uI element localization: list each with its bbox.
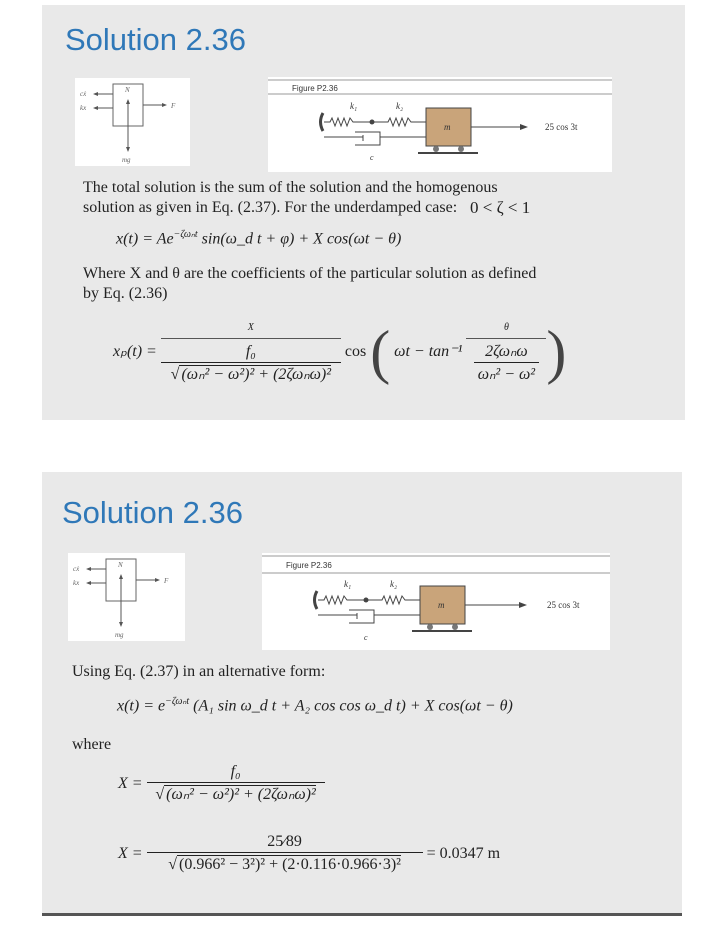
paragraph-1-line-2: solution as given in Eq. (2.37). For the underdamped case: xyxy=(83,199,458,216)
svg-text:Figure P2.36: Figure P2.36 xyxy=(292,84,338,93)
numerator: f₀ xyxy=(230,763,241,780)
label-k1: k₁ xyxy=(350,101,358,111)
eq-part: sin(ω_d t + φ) + X cos(ωt − θ) xyxy=(197,230,402,248)
slide-1-title: Solution 2.36 xyxy=(65,22,246,57)
bottom-divider xyxy=(42,913,682,916)
svg-text:Figure P2.36: Figure P2.36 xyxy=(286,561,332,570)
label-k2: k₂ xyxy=(390,579,398,589)
svg-text:kx: kx xyxy=(73,579,80,587)
xp-lhs: xₚ(t) = xyxy=(113,342,157,360)
brace-label-x: X xyxy=(247,322,254,333)
denominator: (0.966² − 3²)² + (2·0.116·0.966·3)² xyxy=(179,856,401,873)
denominator: (ωₙ² − ω²)² + (2ζωₙω)² xyxy=(181,366,332,383)
paragraph-1-line-1: The total solution is the sum of the solution and the homogenous xyxy=(83,179,498,196)
where-text: where xyxy=(72,736,112,753)
x-lhs: X = xyxy=(118,774,143,792)
amplitude-fraction: $\frac{\text{f₀}}{\text{√ (ωₙ² − ω²)² + (2ζωₙω)²}}$ xyxy=(147,762,325,805)
x-lhs: X = xyxy=(118,844,143,862)
free-body-diagram xyxy=(75,78,190,166)
underdamped-condition: 0 < ζ < 1 xyxy=(470,198,531,217)
svg-text:F: F xyxy=(171,102,176,110)
slide-2-title: Solution 2.36 xyxy=(62,495,243,530)
amplitude-value-formula xyxy=(118,832,500,875)
paragraph-2-line-2: by Eq. (2.36) xyxy=(83,285,168,302)
svg-text:kx: kx xyxy=(80,104,87,112)
denominator: ωₙ² − ω² xyxy=(474,362,539,385)
label-k1: k₁ xyxy=(344,579,352,589)
label-c: c xyxy=(364,633,368,642)
free-body-diagram xyxy=(68,553,185,641)
eq-part: (A₁ sin ω_d t + A₂ cos cos ω_d t) + X cos(ωt − θ) xyxy=(189,697,513,715)
brace-label-theta: θ xyxy=(503,322,509,333)
eq-part: x(t) = e xyxy=(117,697,166,715)
label-force: 25 cos 3t xyxy=(545,122,578,132)
label-m: m xyxy=(438,600,445,610)
right-paren: ) xyxy=(546,318,567,385)
wt-tan: ωt − tan⁻¹ xyxy=(394,342,463,360)
alternative-form-equation xyxy=(117,692,513,716)
eq-exponent: −ζωₙt xyxy=(173,229,198,240)
amplitude-formula xyxy=(118,762,325,805)
figure-p2-36 xyxy=(262,553,610,650)
using-text: Using Eq. (2.37) in an alternative form: xyxy=(72,663,326,680)
svg-text:F: F xyxy=(164,577,169,585)
cos-label: cos xyxy=(344,342,367,360)
svg-text:cẋ: cẋ xyxy=(73,565,80,573)
label-m: m xyxy=(444,122,451,132)
spring-mass-damper-drawing xyxy=(268,77,612,172)
result-value: = 0.0347 m xyxy=(426,844,501,862)
amplitude-fraction: X f₀ √ (ωₙ² − ω²)² + (2ζωₙω)² xyxy=(161,318,341,385)
left-paren: ( xyxy=(370,318,391,385)
free-body-diagram-drawing xyxy=(75,78,190,166)
numerator: f₀ xyxy=(245,343,256,360)
denominator: (ωₙ² − ω²)² + (2ζωₙω)² xyxy=(166,786,316,803)
eq-exponent: −ζωₙt xyxy=(165,696,190,707)
spring-mass-damper-drawing xyxy=(262,553,610,650)
phase-fraction xyxy=(466,318,546,385)
paragraph-2-line-1: Where X and θ are the coefficients of the particular solution as defined xyxy=(83,265,537,282)
numerator: 25⁄89 xyxy=(267,833,302,850)
label-force: 25 cos 3t xyxy=(547,600,580,610)
figure-p2-36 xyxy=(268,77,612,172)
label-k2: k₂ xyxy=(396,101,404,111)
svg-text:mg: mg xyxy=(122,156,131,164)
amplitude-value-fraction: $\frac{25⁄89}{\text{√ (0.966² − 3²)² + (2·0.116·0.966·3)²}}$ xyxy=(147,832,423,875)
particular-solution-equation xyxy=(113,318,566,385)
svg-text:N: N xyxy=(125,86,130,94)
eq-part: x(t) = Ae xyxy=(116,230,174,248)
free-body-diagram-drawing xyxy=(68,553,183,641)
svg-text:N: N xyxy=(118,561,123,569)
label-c: c xyxy=(370,153,374,162)
svg-text:mg: mg xyxy=(115,631,124,639)
total-solution-equation xyxy=(116,225,401,249)
label-ci: cẋ xyxy=(80,90,87,98)
numerator: 2ζωₙω xyxy=(485,343,528,360)
